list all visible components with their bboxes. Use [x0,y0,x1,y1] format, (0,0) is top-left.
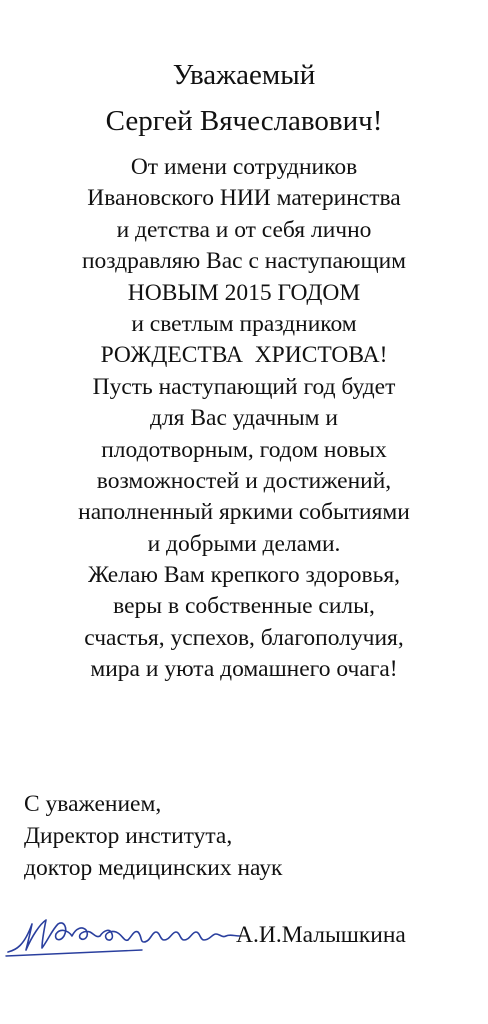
body-line: веры в собственные силы, [113,593,375,620]
body-line: РОЖДЕСТВА ХРИСТОВА! [100,342,388,369]
letter-body [0,152,488,686]
body-line: и детства и от себя лично [116,216,372,243]
body-line: и добрыми делами. [147,530,341,557]
body-line: и светлым праздником [131,310,357,337]
letter-closing [24,788,282,884]
salutation-line-1: Уважаемый [172,59,316,91]
body-line: Желаю Вам крепкого здоровья, [87,562,401,589]
handwritten-signature [2,906,252,961]
closing-position: Директор института, [24,823,233,849]
body-line: Пусть наступающий год будет [92,373,396,400]
closing-regards: С уважением, [24,791,162,817]
body-line: плодотворным, годом новых [101,436,387,463]
body-line: для Вас удачным и [150,405,338,432]
body-line: наполненный яркими событиями [78,499,410,526]
signatory-name: А.И.Малышкина [236,922,406,948]
salutation-line-2: Сергей Вячеславович! [105,105,383,137]
body-line: От имени сотрудников [130,154,358,180]
body-line: счастья, успехов, благополучия, [84,624,404,651]
body-line: Ивановского НИИ материнства [87,185,401,212]
body-line: мира и уюта домашнего очага! [90,656,398,683]
body-line: возможностей и достижений, [96,467,392,494]
body-line: поздравляю Вас с наступающим [81,248,407,275]
signature-block [0,906,488,966]
body-line: НОВЫМ 2015 ГОДОМ [127,279,361,306]
closing-degree: доктор медицинских наук [24,855,283,881]
